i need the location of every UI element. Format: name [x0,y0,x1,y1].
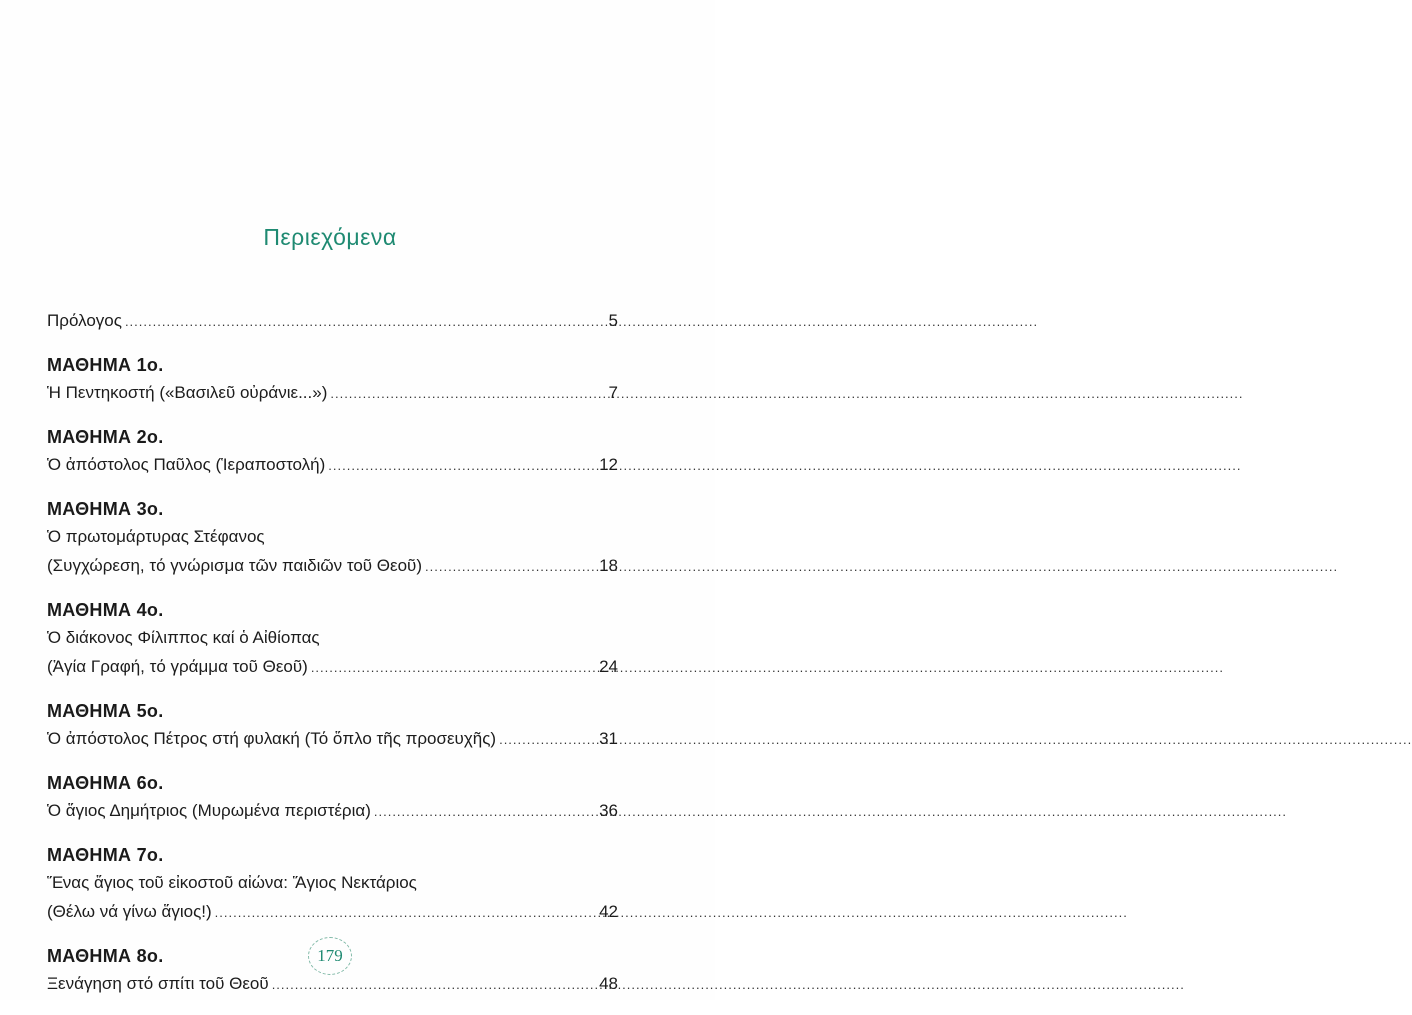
toc-entry-row[interactable] [47,378,618,407]
toc-entry [47,496,618,580]
lesson-heading: ΜΑΘΗΜΑ 5ο. [47,701,164,721]
dot-leader [328,451,592,480]
toc-entry-title: Ὁ ἀπόστολος Παῦλος (Ἱεραποστολή) [47,455,326,474]
toc-entry-row[interactable] [47,724,618,753]
toc-entry-title: Ξενάγηση στό σπίτι τοῦ Θεοῦ [47,974,269,993]
lesson-heading: ΜΑΘΗΜΑ 6ο. [47,773,164,793]
toc-entry [47,424,618,479]
lesson-heading: ΜΑΘΗΜΑ 3ο. [47,499,164,519]
toc-title: Περιεχόμενα [263,224,397,250]
toc-page-number: 48 [599,974,618,993]
lesson-heading: ΜΑΘΗΜΑ 4ο. [47,600,164,620]
dot-leader [125,307,592,336]
toc-entry-row[interactable] [47,796,618,825]
toc-entry-title: Πρόλογος [47,311,122,330]
page-number-badge: 179 [308,937,352,975]
toc-entry [47,352,618,407]
toc-entry [47,698,618,753]
toc-entry-title: (Ἁγία Γραφή, τό γράμμα τοῦ Θεοῦ) [47,657,308,676]
dot-leader [311,653,592,682]
toc-entry-line: Ἕνας ἅγιος τοῦ εἰκοστοῦ αἰώνα: Ἅγιος Νεκτάριος [47,873,417,892]
toc-page-number: 42 [599,902,618,921]
toc-entry-row[interactable] [47,306,618,335]
toc-entry-title: (Συγχώρεση, τό γνώρισμα τῶν παιδιῶν τοῦ Θεοῦ) [47,556,423,575]
dot-leader [374,797,592,826]
toc-entry-title: (Θέλω νά γίνω ἅγιος!) [47,902,212,921]
toc-entry [47,842,618,926]
toc-page-number: 36 [599,801,618,820]
toc-page-number: 5 [608,311,618,330]
lesson-heading: ΜΑΘΗΜΑ 7ο. [47,845,164,865]
toc-page-number: 31 [599,729,618,748]
toc-entry-title: Ὁ ἅγιος Δημήτριος (Μυρωμένα περιστέρια) [47,801,371,820]
toc-page-number: 12 [599,455,618,474]
book-page [0,0,715,1000]
toc-page-number: 18 [599,556,618,575]
dot-leader [330,379,592,408]
toc-entry-title: Ἡ Πεντηκοστή («Βασιλεῦ οὐράνιε...») [47,383,328,402]
toc-list [47,306,618,1015]
lesson-heading: ΜΑΘΗΜΑ 1ο. [47,355,164,375]
dot-leader [425,552,592,581]
lesson-heading: ΜΑΘΗΜΑ 8ο. [47,946,164,966]
dot-leader [499,725,592,754]
dot-leader [215,898,592,927]
toc-entry-row[interactable] [47,897,618,926]
toc-page-number: 24 [599,657,618,676]
toc-entry [47,306,618,335]
toc-entry-line: Ὁ διάκονος Φίλιππος καί ὁ Αἰθίοπας [47,628,320,647]
toc-entry-line: Ὁ πρωτομάρτυρας Στέφανος [47,527,265,546]
toc-entry-row[interactable] [47,450,618,479]
toc-entry [47,770,618,825]
toc-entry-row[interactable] [47,551,618,580]
toc-entry-row[interactable] [47,652,618,681]
toc-entry-title: Ὁ ἀπόστολος Πέτρος στή φυλακή (Τό ὅπλο τῆς προσευχῆς) [47,729,497,748]
toc-entry [47,597,618,681]
lesson-heading: ΜΑΘΗΜΑ 2ο. [47,427,164,447]
toc-page-number: 7 [608,383,618,402]
dot-leader [272,970,592,999]
